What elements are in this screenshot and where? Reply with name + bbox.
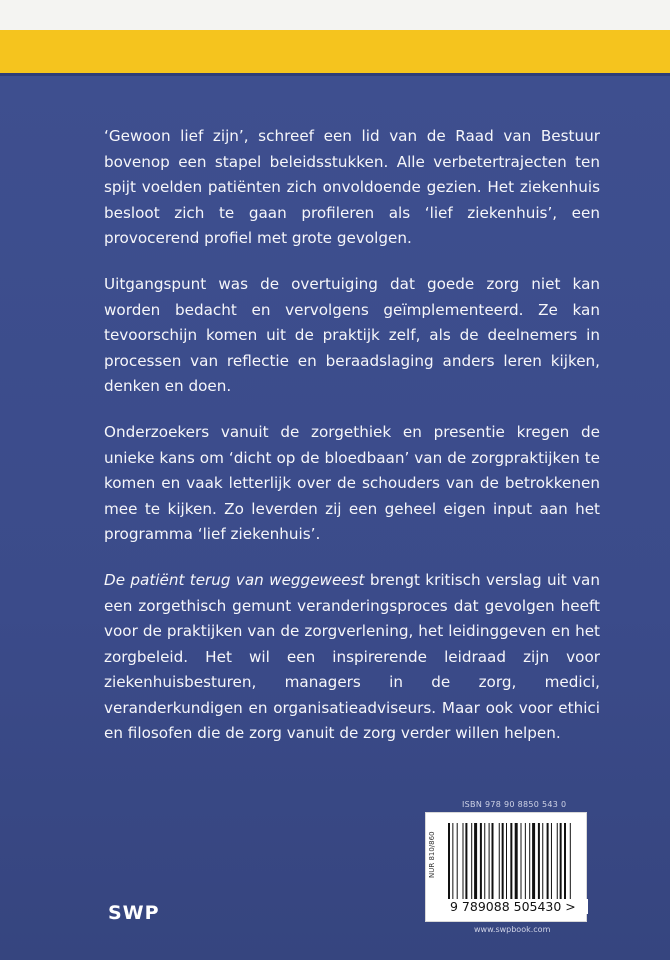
book-title: De patiënt terug van weggeweest [104, 570, 365, 589]
blurb-paragraph-4-rest: brengt kritisch verslag uit van een zorgethisch gemunt veranderingsproces dat gevolgen heeft voor de praktijken van de zorgverlening, het leidinggeven en het zorgbeleid. Het wil een inspirerende leidraad zijn voor ziekenhuisbesturen, managers in de zorg, medici, veranderkundigen en organisatieadviseurs. Maar ook voor ethici en filosofen die de zorg vanuit de zorg verder willen helpen. [104, 570, 600, 743]
barcode-bar [499, 823, 500, 903]
barcode-bar [506, 823, 507, 903]
barcode-bar [521, 823, 522, 903]
barcode-digits: 9 789088 505430 > [448, 899, 588, 914]
barcode-bar [560, 823, 562, 903]
publisher-logo: SWP [108, 902, 160, 924]
barcode-bar [489, 823, 490, 903]
barcode-bar [532, 823, 535, 903]
barcode-bar [448, 823, 450, 903]
barcode-bar [471, 823, 472, 903]
blurb-paragraph-1: ‘Gewoon lief zijn’, schreef een lid van de Raad van Bestuur bovenop een stapel beleidsstukken. Alle verbetertrajecten ten spijt voelden patiënten zich onvoldoende gezien. Het ziekenhuis besloot zich te gaan profileren als ‘lief ziekenhuis’, een provocerend profiel met grote gevolgen. [104, 127, 600, 248]
barcode-bar [515, 823, 518, 903]
barcode-bar [463, 823, 464, 903]
barcode-bar [457, 823, 458, 903]
barcode-bar [452, 823, 453, 903]
isbn-label: ISBN 978 90 8850 543 0 [462, 800, 567, 809]
barcode [425, 812, 587, 922]
nur-label: NUR 810/860 [428, 831, 436, 878]
barcode-bar [484, 823, 485, 903]
barcode-bar [465, 823, 467, 903]
blurb-paragraph-2: Uitgangspunt was de overtuiging dat goede zorg niet kan worden bedacht en vervolgens geïmplementeerd. Ze kan tevoorschijn komen uit de praktijk zelf, als de deelnemers in processen van reflectie en beraadslaging anders leren kijken, denken en doen. [104, 274, 600, 396]
barcode-bar [557, 823, 558, 903]
top-margin [0, 0, 670, 30]
barcode-bar [525, 823, 526, 903]
website-url: www.swpbook.com [474, 925, 551, 934]
barcode-bar [492, 823, 494, 903]
yellow-band [0, 30, 670, 73]
barcode-bar [542, 823, 543, 903]
blurb-paragraph-3: Onderzoekers vanuit de zorgethiek en presentie kregen de unieke kans om ‘dicht op de bloedbaan’ van de zorgpraktijken te komen en vaak letterlijk over de schouders van de betrokkenen mee te kijken. Zo leverden zij een geheel eigen input aan het programma ‘lief ziekenhuis’. [104, 422, 600, 544]
barcode-bars [448, 823, 576, 903]
barcode-bar [510, 823, 512, 903]
barcode-bar [570, 823, 571, 903]
barcode-bar [547, 823, 549, 903]
barcode-bar [480, 823, 482, 903]
blurb-paragraph-4 [104, 568, 600, 747]
barcode-bar [564, 823, 566, 903]
barcode-bar [502, 823, 504, 903]
barcode-bar [538, 823, 540, 903]
barcode-bar [529, 823, 530, 903]
barcode-bar [551, 823, 552, 903]
barcode-bar [474, 823, 477, 903]
blurb-text [104, 124, 600, 747]
